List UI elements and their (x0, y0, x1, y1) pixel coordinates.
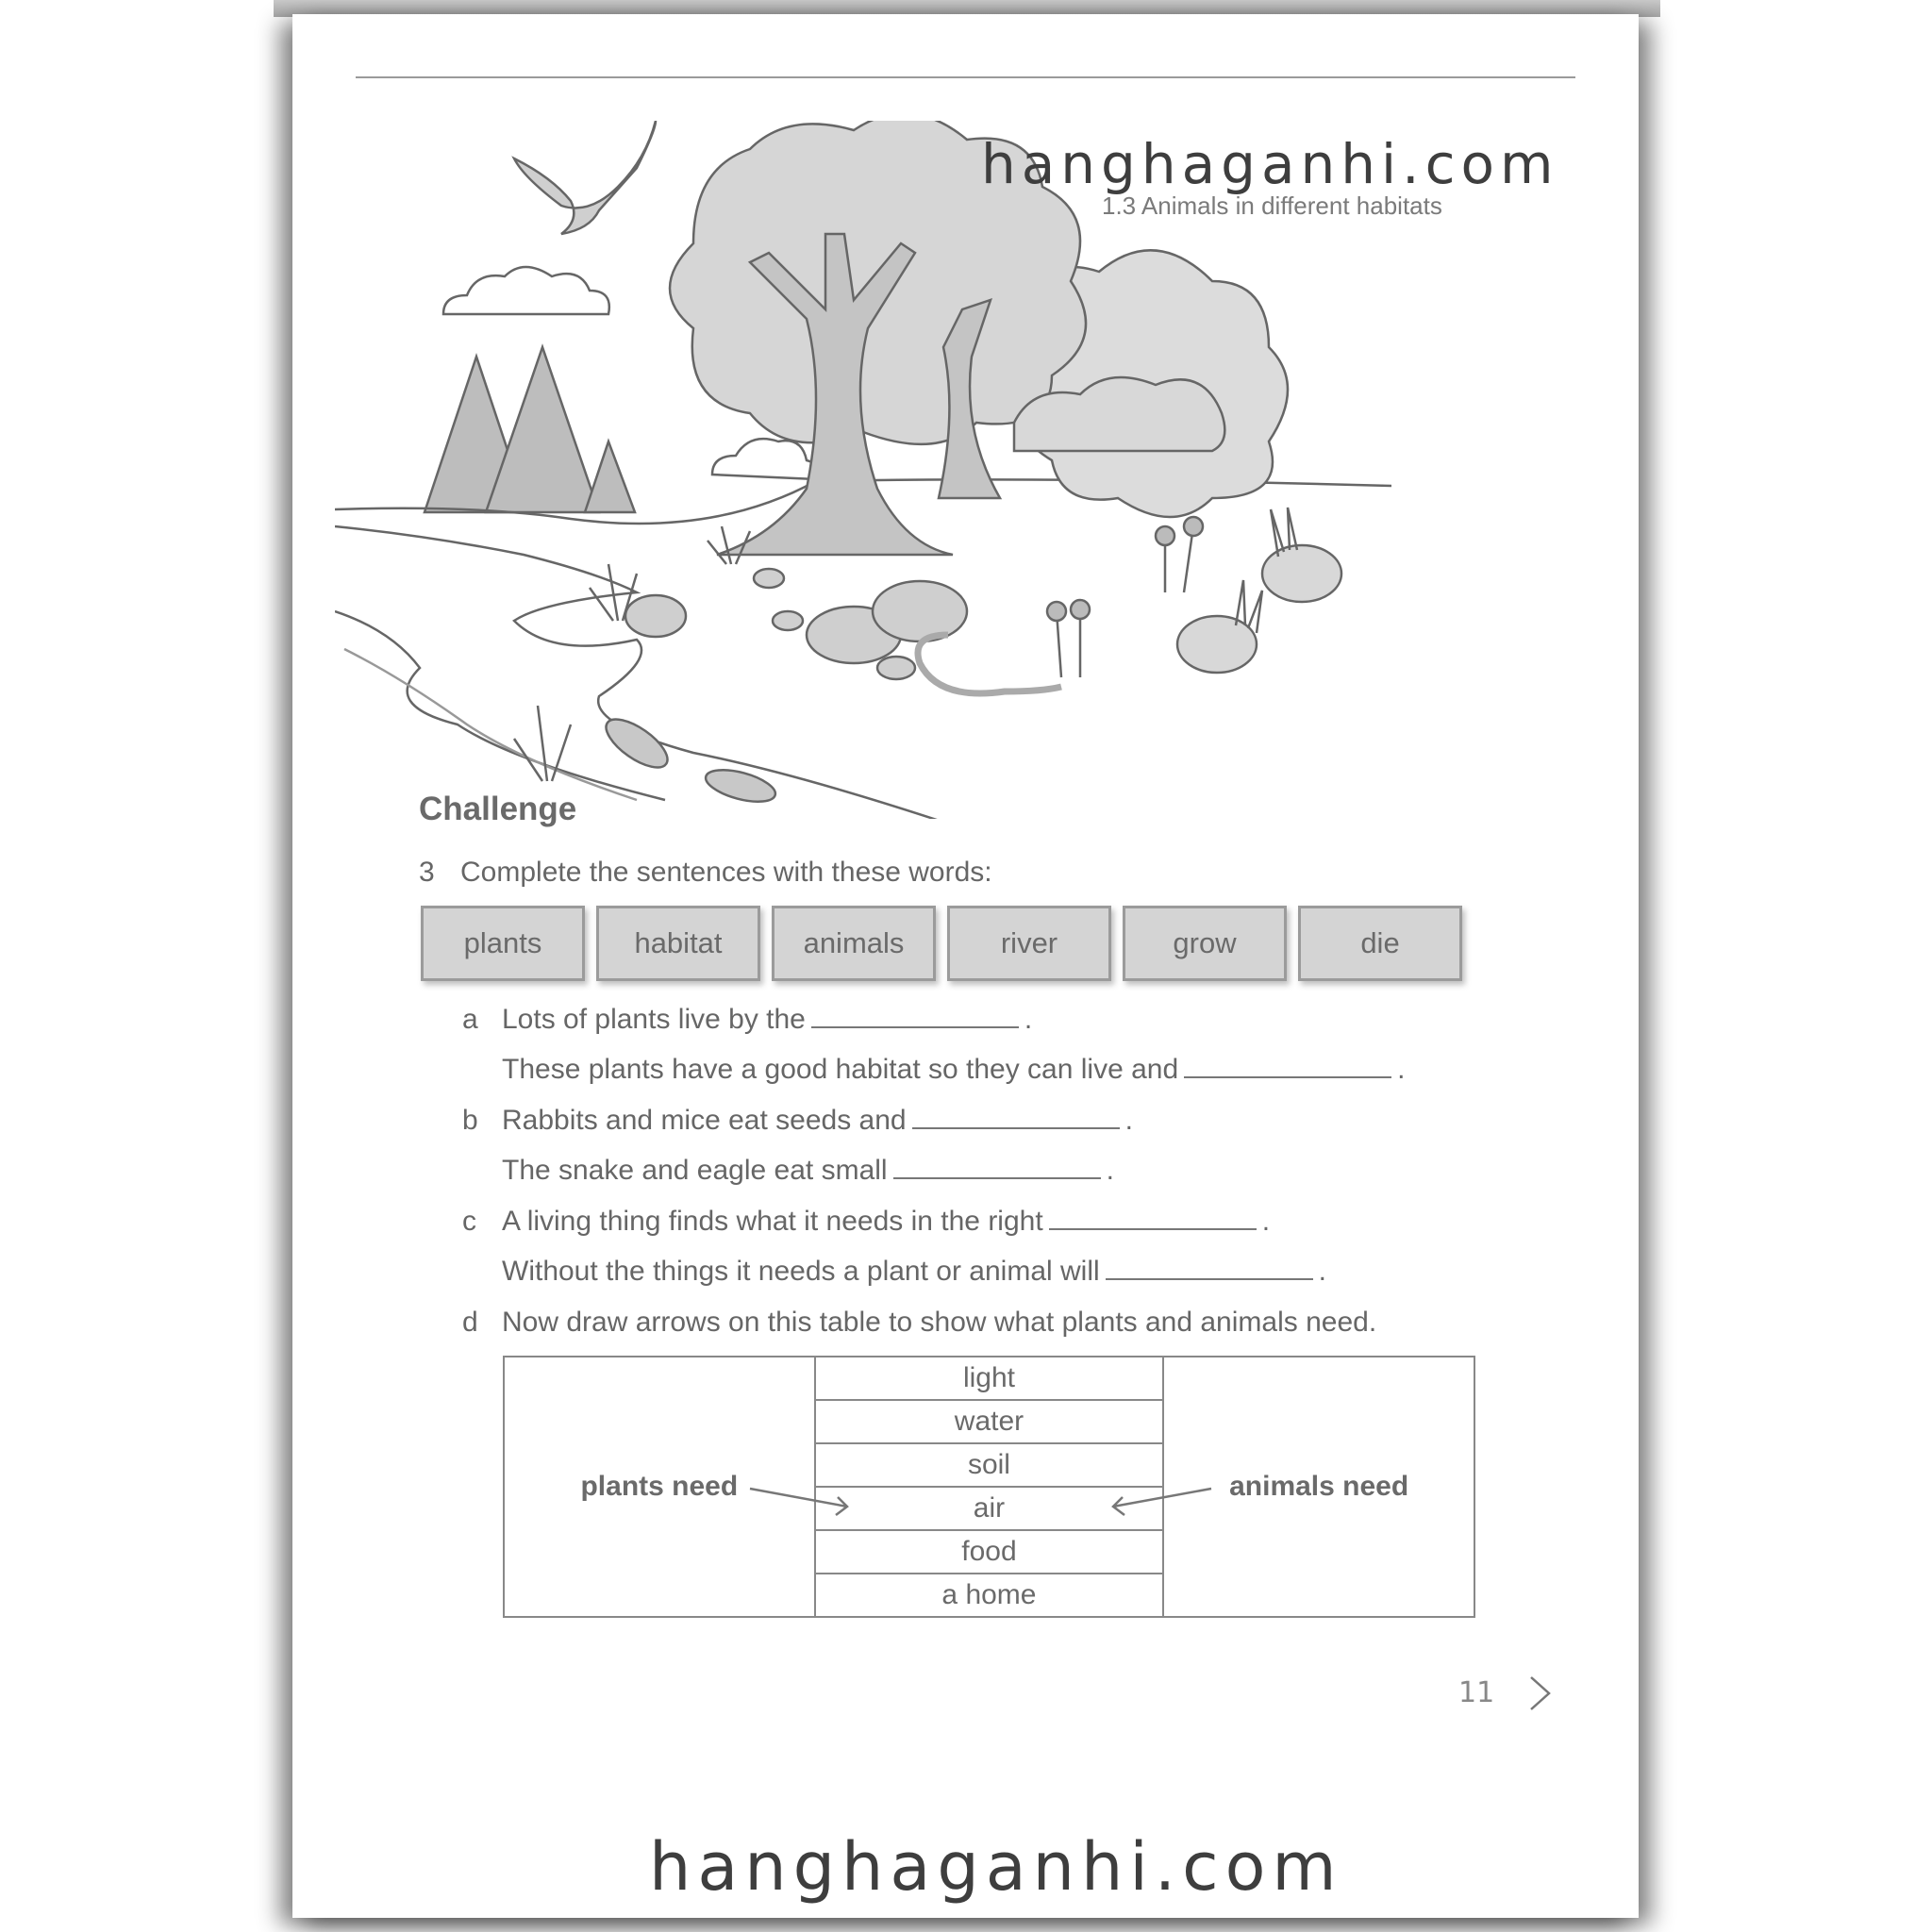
need-light: light (816, 1357, 1163, 1401)
item-end: . (1106, 1155, 1114, 1186)
watermark-top: hanghaganhi.com (981, 132, 1559, 196)
word-grow: grow (1123, 906, 1287, 981)
item-text: The snake and eagle eat small (502, 1155, 888, 1186)
word-animals: animals (772, 906, 936, 981)
chevron-right-icon[interactable] (1526, 1674, 1555, 1712)
item-letter: d (462, 1307, 478, 1338)
word-river: river (947, 906, 1111, 981)
watermark-bottom: hanghaganhi.com (649, 1828, 1343, 1906)
item-letter: a (462, 1004, 478, 1035)
word-habitat: habitat (596, 906, 760, 981)
word-plants: plants (421, 906, 585, 981)
animals-need-label: animals need (1229, 1471, 1409, 1502)
page-number: 11 (1458, 1676, 1495, 1709)
item-text: Now draw arrows on this table to show what plants and animals need. (502, 1307, 1377, 1338)
need-soil: soil (816, 1444, 1163, 1488)
need-home: a home (941, 1579, 1037, 1610)
item-letter: c (462, 1206, 476, 1237)
arrow-left-icon (1113, 1489, 1211, 1515)
need-air: air (816, 1488, 1163, 1531)
item-text: Lots of plants live by the (502, 1004, 806, 1035)
instruction-text: Complete the sentences with these words: (460, 857, 992, 888)
need-food: food (816, 1531, 1163, 1574)
plants-need-label: plants need (580, 1471, 739, 1502)
item-text: These plants have a good habitat so they can live and (502, 1054, 1179, 1085)
arrow-right-icon (750, 1489, 847, 1515)
section-title: 1.3 Animals in different habitats (1102, 192, 1442, 220)
item-letter: b (462, 1105, 478, 1136)
question-number: 3 (419, 857, 435, 888)
item-text: A living thing finds what it needs in the right (502, 1206, 1043, 1237)
item-text: Rabbits and mice eat seeds and (502, 1105, 907, 1136)
item-end: . (1318, 1256, 1327, 1287)
item-end: . (1261, 1206, 1271, 1237)
word-die: die (1298, 906, 1462, 981)
need-water: water (816, 1401, 1163, 1444)
challenge-heading: Challenge (419, 791, 577, 827)
item-end: . (1024, 1004, 1033, 1035)
item-text: Without the things it needs a plant or animal will (502, 1256, 1100, 1287)
item-end: . (1124, 1105, 1133, 1136)
item-end: . (1397, 1054, 1406, 1085)
